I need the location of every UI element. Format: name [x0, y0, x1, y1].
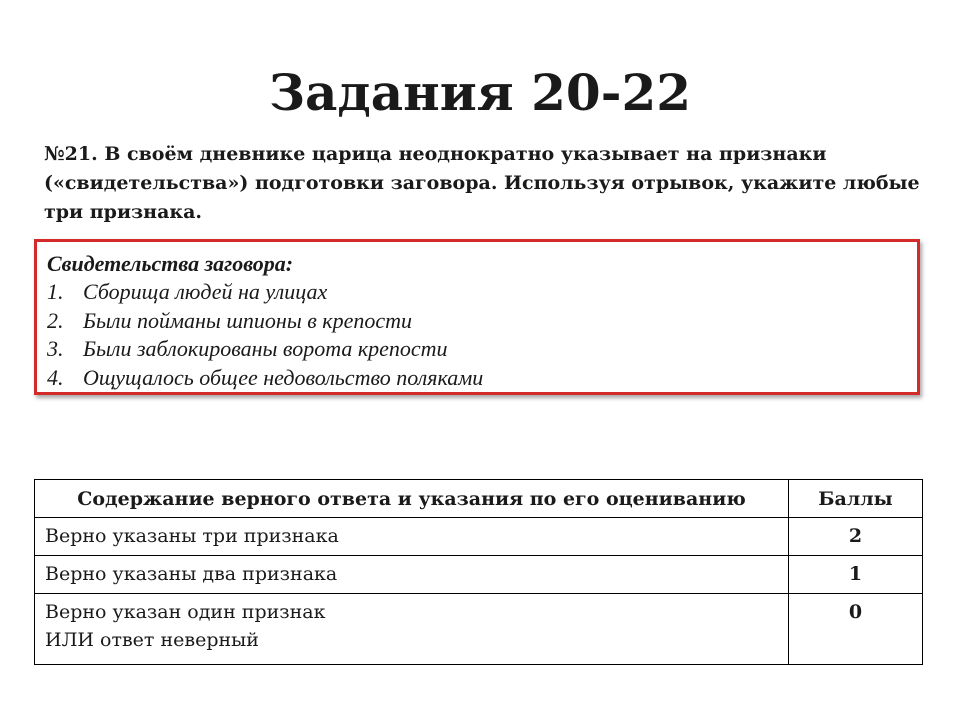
evidence-item-number: 4.	[47, 364, 64, 390]
criteria-cell	[35, 594, 789, 665]
criteria-line: Верно указаны два признака	[45, 563, 338, 585]
evidence-item-text: Сборища людей на улицах	[83, 279, 328, 304]
evidence-item-text: Были заблокированы ворота крепости	[83, 336, 448, 361]
table-row	[35, 594, 923, 665]
points-cell: 2	[789, 518, 923, 556]
evidence-item	[47, 364, 483, 393]
evidence-item	[47, 335, 483, 364]
evidence-item-number: 2.	[47, 307, 64, 333]
slide-title: Задания 20-22	[268, 63, 692, 122]
table-row	[35, 556, 923, 594]
criteria-line: Верно указан один признак	[45, 601, 326, 623]
table-row	[35, 518, 923, 556]
criteria-cell	[35, 556, 789, 594]
evidence-item-text: Ощущалось общее недовольство поляками	[83, 364, 484, 390]
points-cell: 0	[789, 594, 923, 665]
evidence-item	[47, 307, 483, 336]
table-header-row	[35, 480, 923, 518]
points-cell: 1	[789, 556, 923, 594]
criteria-cell	[35, 518, 789, 556]
evidence-heading: Свидетельства заговора:	[47, 251, 294, 276]
evidence-item-number: 1.	[47, 279, 64, 304]
evidence-box	[34, 239, 920, 395]
header-content: Содержание верного ответа и указания по его оцениванию	[35, 480, 789, 518]
criteria-line: Верно указаны три признака	[45, 525, 339, 547]
evidence-item-text: Были пойманы шпионы в крепости	[83, 307, 413, 333]
criteria-line-alt: ИЛИ ответ неверный	[45, 629, 259, 651]
evidence-list	[47, 278, 483, 392]
scoring-table	[34, 479, 923, 665]
evidence-item	[47, 278, 483, 307]
evidence-item-number: 3.	[47, 336, 64, 361]
header-points: Баллы	[789, 480, 923, 518]
question-text: №21. В своём дневнике царица неоднократно указывает на признаки («свидетельства») подготовки заговора. Используя отрывок, укажите любые три признака.	[44, 143, 920, 223]
